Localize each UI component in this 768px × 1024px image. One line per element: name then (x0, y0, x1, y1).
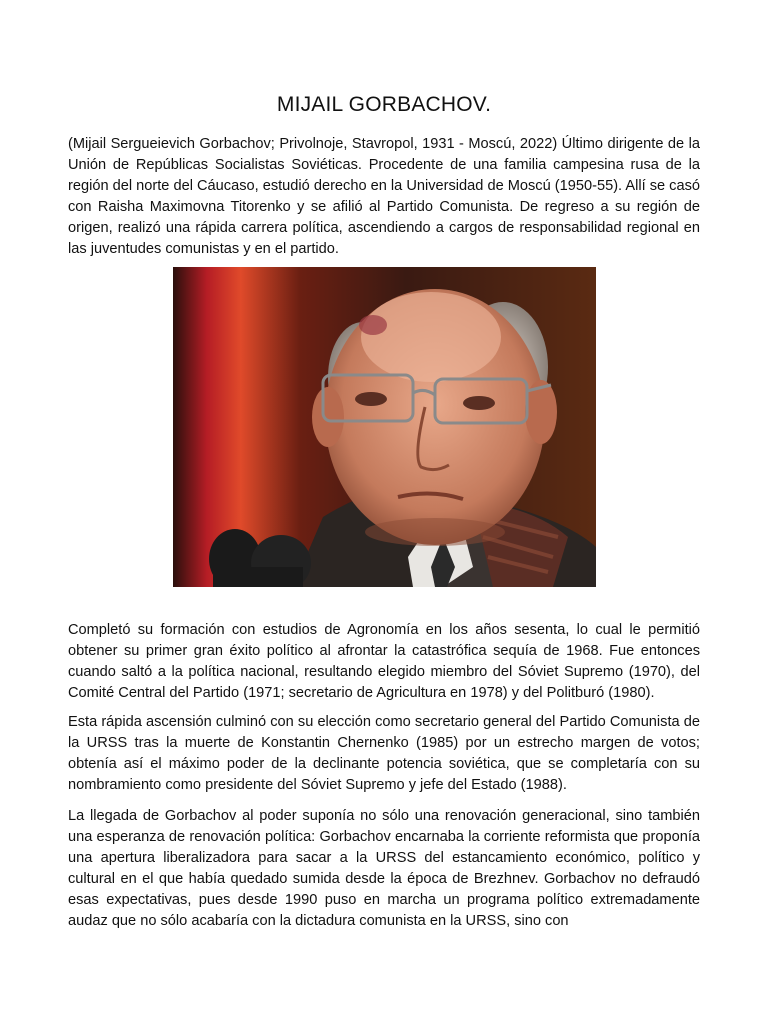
paragraph-intro: (Mijail Sergueievich Gorbachov; Privolnoje, Stavropol, 1931 - Moscú, 2022) Último dirigente de la Unión de Repúblicas Socialistas Soviéticas. Procedente de una familia campesina rusa de la región del norte del Cáucaso, estudió derecho en la Universidad de Moscú (1950-55). Allí se casó con Raisha Maximovna Titorenko y se afilió al Partido Comunista. De regreso a su región de origen, realizó una rápida carrera política, ascendiendo a cargos de responsabilidad regional en las juventudes comunistas y en el partido. (68, 136, 700, 257)
document-title: MIJAIL GORBACHOV. (276, 93, 492, 116)
paragraph-reforms: La llegada de Gorbachov al poder suponía no sólo una renovación generacional, sino también una esperanza de renovación política: Gorbachov encarnaba la corriente reformista que proponía una apertura liberalizadora para sacar a la URSS del estancamiento económico, político y cultural en el que había quedado sumida desde la época de Brezhnev. Gorbachov no defraudó esas expectativas, pues desde 1990 puso en marcha un programa político extremadamente audaz que no sólo acabaría con la dictadura comunista en la URSS, sino con (68, 808, 700, 929)
paragraph-ascension: Esta rápida ascensión culminó con su elección como secretario general del Partido Comunista de la URSS tras la muerte de Konstantin Chernenko (1985) por un estrecho margen de votos; obtenía así el máximo poder de la declinante potencia soviética, que se completaría con su nombramiento como presidente del Sóviet Supremo y jefe del Estado (1988). (68, 714, 700, 793)
portrait-photo (173, 267, 596, 587)
paragraph-formation: Completó su formación con estudios de Agronomía en los años sesenta, lo cual le permitió obtener su primer gran éxito político al afrontar la catastrófica sequía de 1968. Fue entonces cuando saltó a la política nacional, resultando elegido miembro del Sóviet Supremo (1970), del Comité Central del Partido (1971; secretario de Agricultura en 1978) y del Politburó (1980). (68, 622, 700, 701)
